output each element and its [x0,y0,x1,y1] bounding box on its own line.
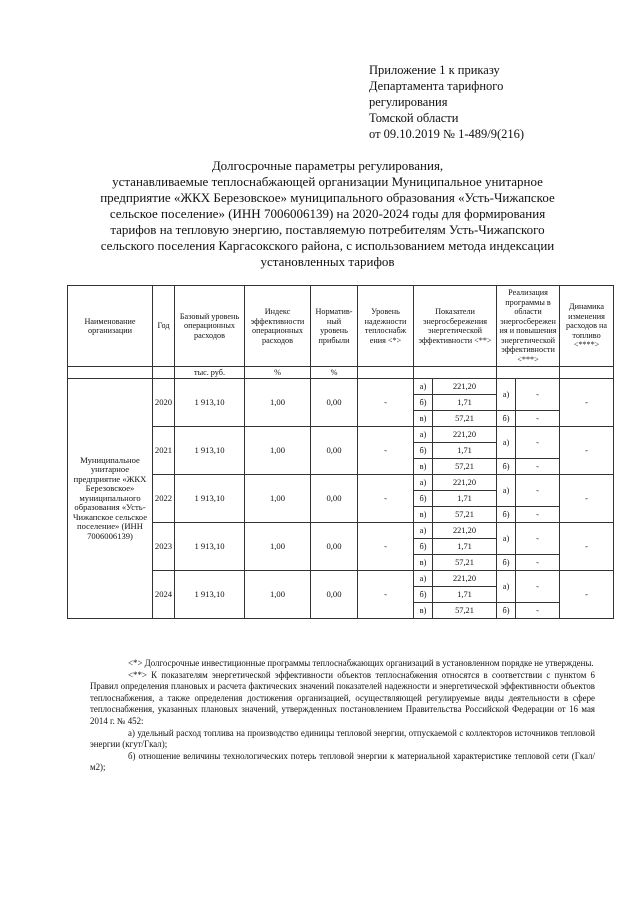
cell-reliability: - [358,427,414,475]
cell-reliability: - [358,379,414,427]
header-row [68,286,614,367]
program-value: - [516,475,560,507]
energy-label: б) [414,491,433,507]
program-label: а) [497,523,516,555]
footnotes [90,658,595,774]
energy-value: 57,21 [433,603,497,619]
energy-value: 1,71 [433,491,497,507]
energy-value: 57,21 [433,459,497,475]
energy-value: 221,20 [433,523,497,539]
cell-base: 1 913,10 [175,523,245,571]
cell-base: 1 913,10 [175,475,245,523]
energy-value: 1,71 [433,587,497,603]
energy-label: а) [414,379,433,395]
program-label: б) [497,411,516,427]
table-row [68,379,614,395]
cell-profit: 0,00 [311,475,358,523]
document-title [70,158,585,270]
cell-profit: 0,00 [311,571,358,619]
header-program: Реализация программы в области энергосбережен ия и повышения энергетической эффективности <***> [497,286,560,367]
program-value: - [516,603,560,619]
header-fuel: Динамика изменения расходов на топливо <****> [560,286,614,367]
appendix-line: от 09.10.2019 № 1-489/9(216) [369,127,525,141]
energy-label: б) [414,395,433,411]
energy-value: 221,20 [433,379,497,395]
energy-label: а) [414,523,433,539]
units-row [68,367,614,379]
program-label: б) [497,507,516,523]
energy-value: 221,20 [433,427,497,443]
footnote-2: <**> К показателям энергетической эффективности объектов теплоснабжения относятся в соответствии с пунктом 6 Правил определения плановых и расчета фактических значений показателей надежности и энергетической эффективности объектов теплоснабжения, а также определения достижения организацией, осуществляющей регулируемые виды деятельности в сфере теплоснабжения, указанных плановых значений, утвержденных постановлением Правительства Российской Федерации от 16 мая 2014 г. № 452: [90,669,595,726]
energy-value: 221,20 [433,571,497,587]
unit-base: тыс. руб. [175,367,245,379]
cell-index: 1,00 [245,571,311,619]
cell-fuel: - [560,523,614,571]
cell-index: 1,00 [245,475,311,523]
header-base: Базовый уровень операционных расходов [175,286,245,367]
program-value: - [516,379,560,411]
cell-index: 1,00 [245,523,311,571]
title-line: Долгосрочные параметры регулирования, [211,158,444,173]
header-energy: Показатели энергосбережения энергетической эффективности <**> [414,286,497,367]
appendix-header [369,62,609,142]
program-value: - [516,459,560,475]
energy-label: а) [414,427,433,443]
cell-year: 2020 [153,379,175,427]
appendix-line: Приложение 1 к приказу [369,63,500,77]
title-line: установленных тарифов [260,254,395,269]
program-label: б) [497,603,516,619]
energy-label: в) [414,603,433,619]
header-year: Год [153,286,175,367]
energy-value: 1,71 [433,539,497,555]
cell-fuel: - [560,571,614,619]
cell-index: 1,00 [245,427,311,475]
cell-year: 2021 [153,427,175,475]
energy-value: 57,21 [433,555,497,571]
title-line: предприятие «ЖКХ Березовское» муниципального образования «Усть-Чижапское [100,190,555,205]
energy-value: 57,21 [433,411,497,427]
cell-profit: 0,00 [311,427,358,475]
cell-base: 1 913,10 [175,427,245,475]
title-line: сельское поселение» (ИНН 7006006139) на 2020-2024 годы для формирования [109,206,546,221]
energy-label: в) [414,507,433,523]
program-value: - [516,411,560,427]
header-profit: Норматив- ный уровень прибыли [311,286,358,367]
footnote-2b: б) отношение величины технологических потерь тепловой энергии к материальной характеристике тепловой сети (Гкал/м2); [90,750,595,773]
cell-base: 1 913,10 [175,571,245,619]
program-value: - [516,523,560,555]
energy-label: б) [414,587,433,603]
energy-label: б) [414,443,433,459]
energy-label: в) [414,411,433,427]
cell-reliability: - [358,571,414,619]
organization-name: Муниципальное унитарное предприятие «ЖКХ Березовское» муниципального образования «Усть-Чижапское сельское поселение» (ИНН 7006006139) [68,379,153,619]
cell-profit: 0,00 [311,523,358,571]
cell-base: 1 913,10 [175,379,245,427]
footnote-1: <*> Долгосрочные инвестиционные программы теплоснабжающих организаций в установленном порядке не утверждены. [128,658,594,668]
cell-year: 2024 [153,571,175,619]
energy-value: 1,71 [433,395,497,411]
energy-value: 221,20 [433,475,497,491]
header-org: Наименование организации [68,286,153,367]
appendix-line: Томской области [369,111,459,125]
program-label: а) [497,379,516,411]
energy-label: в) [414,459,433,475]
cell-reliability: - [358,475,414,523]
footnote-2a: а) удельный расход топлива на производство единицы тепловой энергии, отпускаемой с коллекторов источников тепловой энергии (кгут/Гкал); [90,727,595,750]
title-line: сельского поселения Каргасокского района, с использованием метода индексации [100,238,555,253]
cell-reliability: - [358,523,414,571]
energy-value: 1,71 [433,443,497,459]
program-label: б) [497,459,516,475]
appendix-line: Департамента тарифного [369,79,504,93]
energy-label: а) [414,571,433,587]
program-value: - [516,507,560,523]
program-label: а) [497,475,516,507]
title-line: тарифов на тепловую энергию, поставляемую потребителям Усть-Чижапского [110,222,545,237]
cell-fuel: - [560,475,614,523]
program-label: а) [497,571,516,603]
unit-profit: % [311,367,358,379]
header-index: Индекс эффективности операционных расходов [245,286,311,367]
unit-index: % [245,367,311,379]
energy-label: а) [414,475,433,491]
energy-label: б) [414,539,433,555]
cell-fuel: - [560,379,614,427]
program-value: - [516,571,560,603]
program-value: - [516,427,560,459]
parameters-table [67,285,614,619]
program-label: а) [497,427,516,459]
program-value: - [516,555,560,571]
program-label: б) [497,555,516,571]
cell-fuel: - [560,427,614,475]
cell-year: 2022 [153,475,175,523]
energy-value: 57,21 [433,507,497,523]
title-line: устанавливаемые теплоснабжающей организации Муниципальное унитарное [112,174,543,189]
cell-profit: 0,00 [311,379,358,427]
cell-index: 1,00 [245,379,311,427]
appendix-line: регулирования [369,95,448,109]
energy-label: в) [414,555,433,571]
cell-year: 2023 [153,523,175,571]
header-reliability: Уровень надежности теплоснабж ения <*> [358,286,414,367]
